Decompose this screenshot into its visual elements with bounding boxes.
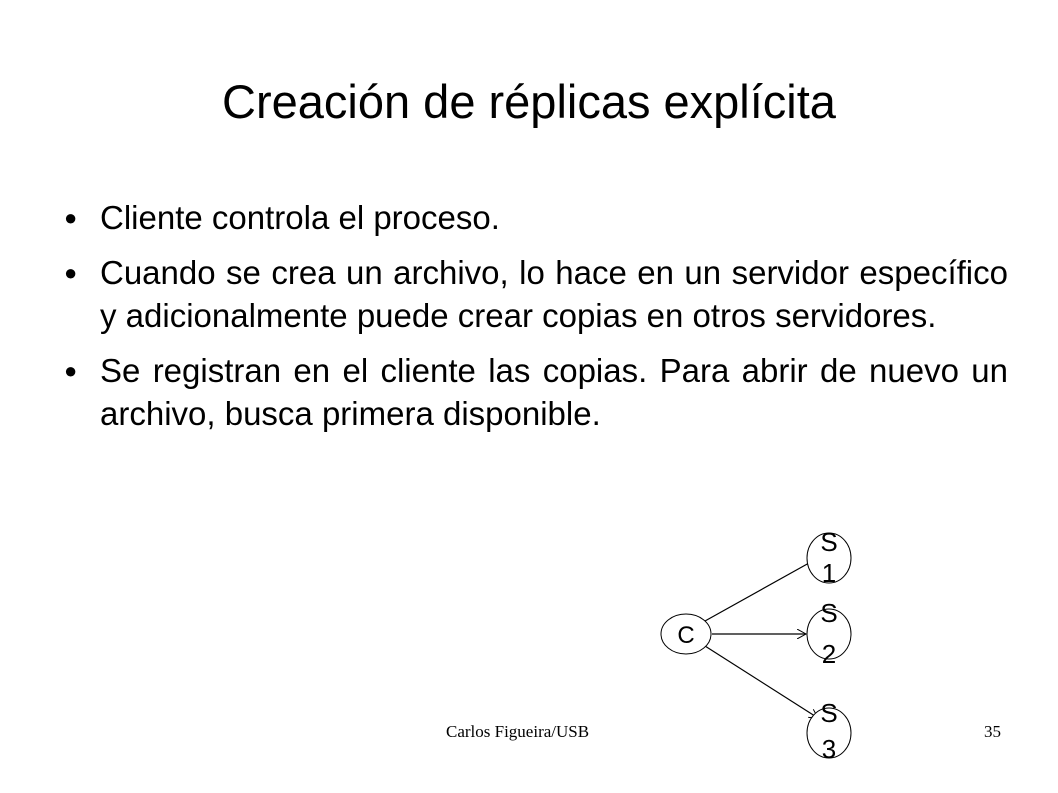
bullet-dot-icon: ● (64, 358, 78, 383)
page-number: 35 (984, 722, 1001, 741)
footer-author: Carlos Figueira/USB (446, 722, 590, 741)
server-node-s3 (807, 698, 851, 764)
server-label: S (820, 598, 838, 628)
arrow-c-to-s3 (705, 646, 818, 718)
bullet-dot-icon: ● (64, 205, 78, 230)
bullet-text: Cliente controla el proceso. (100, 199, 500, 236)
bullet-text: Cuando se crea un archivo, lo hace en un servidor específico y adicionalmente puede crear copias en otros servidores. (100, 254, 1008, 334)
server-number: 2 (821, 639, 837, 669)
server-label: S (820, 698, 838, 728)
arrow-c-to-s1 (705, 558, 818, 621)
server-label: S (820, 527, 838, 557)
bullet-text: Se registran en el cliente las copias. Para abrir de nuevo un archivo, busca primera disponible. (100, 352, 1008, 432)
client-label: C (677, 622, 695, 649)
server-number: 3 (821, 734, 837, 764)
client-node (661, 614, 711, 654)
server-node-s1 (807, 527, 851, 588)
server-node-s2 (807, 598, 851, 669)
server-number: 1 (821, 558, 837, 588)
bullet-dot-icon: ● (64, 260, 78, 285)
slide-title: Creación de réplicas explícita (222, 75, 836, 128)
